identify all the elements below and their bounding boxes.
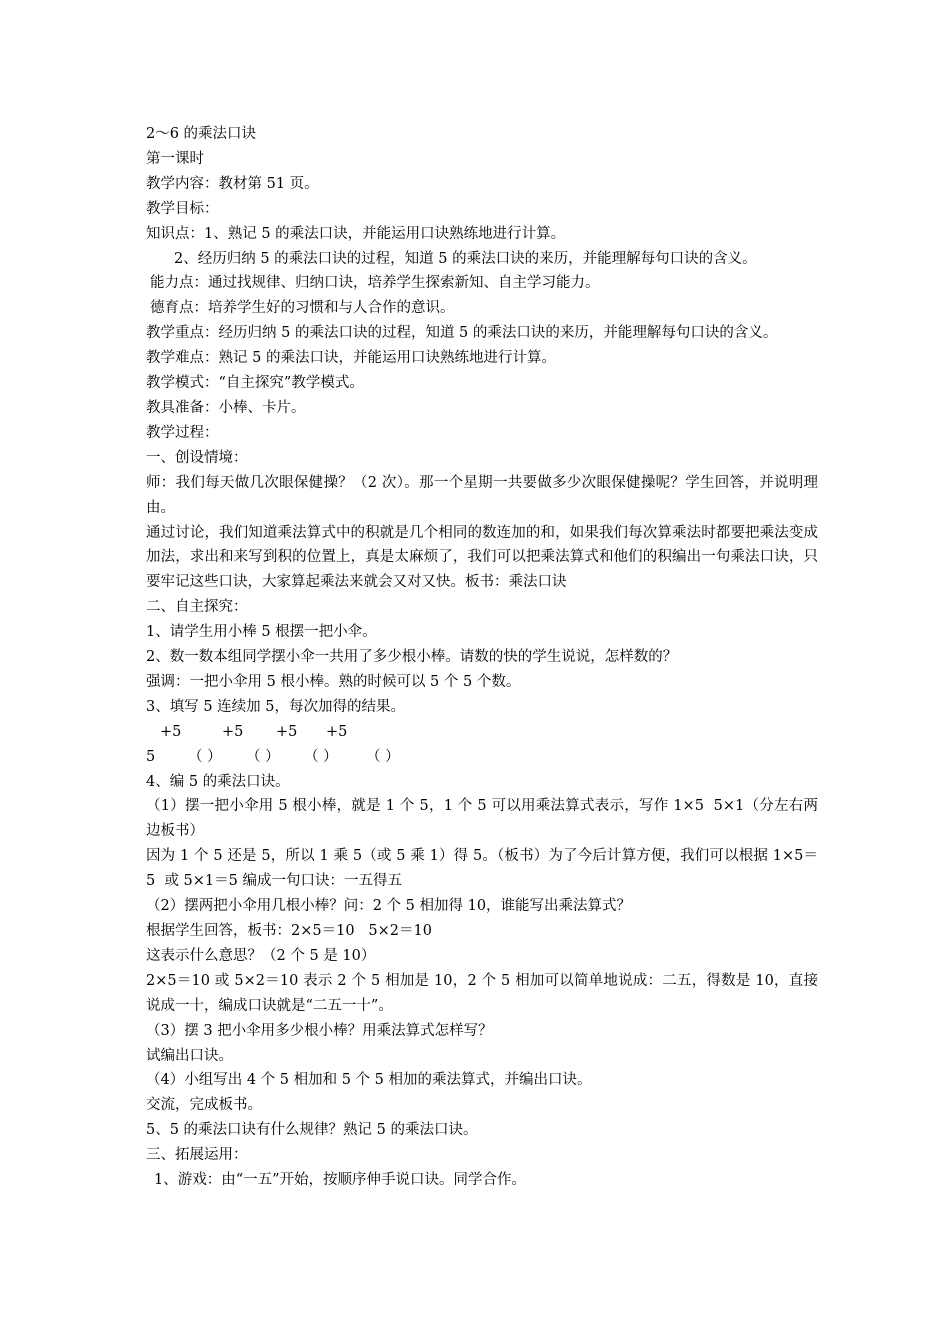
step-4-2: （2）摆两把小伞用几根小棒？问：2 个 5 相加得 10，谁能写出乘法算式？ bbox=[146, 898, 632, 915]
start-value: 5 bbox=[146, 748, 156, 765]
blank-box: （ ） bbox=[188, 748, 222, 765]
step-4-2-explanation: 2×5＝10 或 5×2＝10 表示 2 个 5 相加是 10，2 个 5 相加可以简单地说成：二五，得数是 10，直接说成一十，编成口诀就是“二五一十”。 bbox=[146, 972, 818, 1014]
step-4-1-explanation: 因为 1 个 5 还是 5，所以 1 乘 5（或 5 乘 1）得 5。（板书）为了今后计算方便，我们可以根据 1×5＝5 或 5×1＝5 编成一句口诀：一五得五 bbox=[146, 848, 818, 890]
teaching-content: 教学内容：教材第 51 页。 bbox=[146, 175, 319, 192]
step-4-4: （4）小组写出 4 个 5 相加和 5 个 5 相加的乘法算式，并编出口诀。 bbox=[146, 1072, 592, 1089]
blank-box: （ ） bbox=[246, 748, 280, 765]
step-4-2-meaning: 这表示什么意思？（2 个 5 是 10） bbox=[146, 947, 376, 964]
step-4-3-try: 试编出口诀。 bbox=[146, 1047, 233, 1064]
section-2-item-2: 2、数一数本组同学摆小伞一共用了多少根小棒。请数的快的学生说说，怎样数的？ bbox=[146, 649, 678, 666]
plus-label: +5 bbox=[222, 723, 244, 740]
section-1-paragraph-2: 通过讨论，我们知道乘法算式中的积就是几个相同的数连加的和，如果我们每次算乘法时都要把乘法变成加法，求出和来写到积的位置上，真是太麻烦了，我们可以把乘法算式和他们的积编出一句乘法口诀，只要牢记这些口诀，大家算起乘法来就会又对又快。板书：乘法口诀 bbox=[146, 524, 818, 591]
knowledge-point-1: 知识点：1、熟记 5 的乘法口诀，并能运用口诀熟练地进行计算。 bbox=[146, 225, 566, 242]
moral-point: 德育点：培养学生好的习惯和与人合作的意识。 bbox=[150, 300, 455, 317]
plus-label: +5 bbox=[326, 723, 348, 740]
plus-label: +5 bbox=[276, 723, 298, 740]
process-heading: 教学过程： bbox=[146, 424, 219, 441]
step-4-4-share: 交流，完成板书。 bbox=[146, 1097, 262, 1114]
section-1-paragraph-1: 师：我们每天做几次眼保健操？（2 次）。那一个星期一共要做多少次眼保健操呢？学生回答，并说明理由。 bbox=[146, 474, 818, 516]
goals-heading: 教学目标： bbox=[146, 200, 219, 217]
difficulty-point: 教学难点：熟记 5 的乘法口诀，并能运用口诀熟练地进行计算。 bbox=[146, 350, 556, 367]
ability-point: 能力点：通过找规律、归纳口诀，培养学生探索新知、自主学习能力。 bbox=[150, 275, 600, 292]
section-3-item-1: 1、游戏：由“一五”开始，按顺序伸手说口诀。同学合作。 bbox=[154, 1172, 527, 1189]
doc-title: 2～6 的乘法口诀 bbox=[146, 126, 257, 142]
section-2-item-4: 4、编 5 的乘法口诀。 bbox=[146, 773, 290, 790]
step-4-2-board: 根据学生回答，板书：2×5＝10 5×2＝10 bbox=[146, 922, 432, 939]
section-2-item-5: 5、5 的乘法口诀有什么规律？熟记 5 的乘法口诀。 bbox=[146, 1122, 478, 1139]
plus-label: +5 bbox=[160, 723, 182, 740]
section-3-heading: 三、拓展运用： bbox=[146, 1147, 248, 1164]
step-4-1: （1）摆一把小伞用 5 根小棒，就是 1 个 5，1 个 5 可以用乘法算式表示，写作 1×5 5×1（分左右两边板书） bbox=[146, 798, 818, 840]
document-page bbox=[146, 122, 818, 1193]
teaching-tools: 教具准备：小棒、卡片。 bbox=[146, 399, 306, 416]
section-2-heading: 二、自主探究： bbox=[146, 599, 248, 616]
section-2-item-3: 3、填写 5 连续加 5，每次加得的结果。 bbox=[146, 698, 406, 715]
blank-box: （ ） bbox=[304, 748, 338, 765]
step-4-3: （3）摆 3 把小伞用多少根小棒？用乘法算式怎样写？ bbox=[146, 1022, 493, 1039]
teaching-mode: 教学模式：“自主探究”教学模式。 bbox=[146, 375, 364, 392]
knowledge-point-2: 2、经历归纳 5 的乘法口诀的过程，知道 5 的乘法口诀的来历，并能理解每句口诀的含义。 bbox=[174, 250, 757, 267]
section-1-heading: 一、创设情境： bbox=[146, 449, 248, 466]
blank-box: （ ） bbox=[366, 748, 400, 765]
fill-blank-row bbox=[146, 745, 818, 770]
section-2-item-1: 1、请学生用小棒 5 根摆一把小伞。 bbox=[146, 624, 377, 641]
lesson-label: 第一课时 bbox=[146, 150, 204, 167]
key-point: 教学重点：经历归纳 5 的乘法口诀的过程，知道 5 的乘法口诀的来历，并能理解每句口诀的含义。 bbox=[146, 325, 778, 342]
section-2-emphasis: 强调：一把小伞用 5 根小棒。熟的时候可以 5 个 5 个数。 bbox=[146, 673, 521, 690]
plus-five-row bbox=[146, 720, 818, 745]
